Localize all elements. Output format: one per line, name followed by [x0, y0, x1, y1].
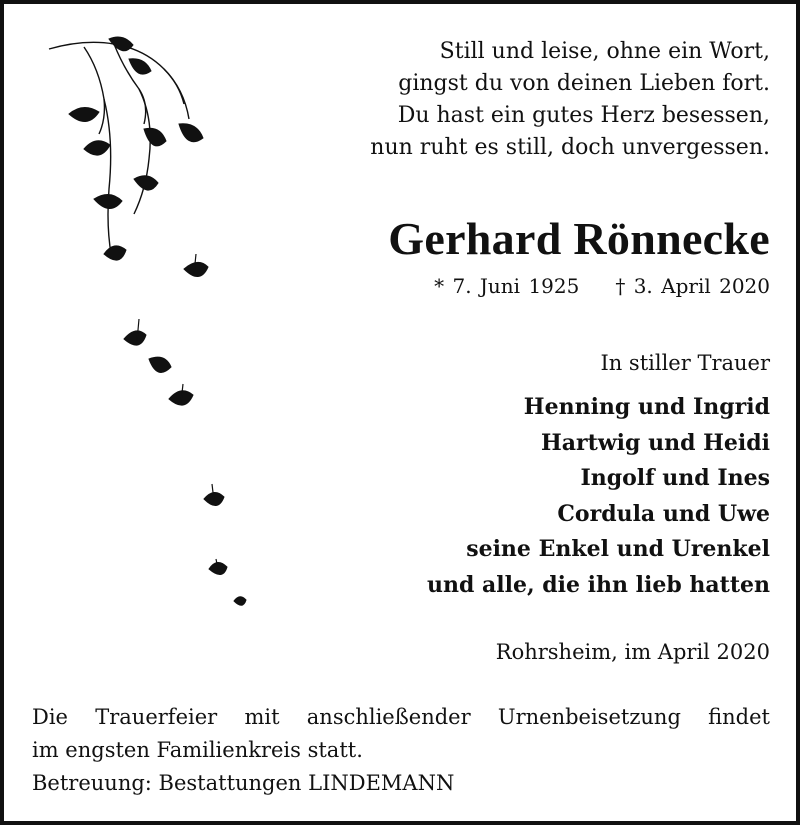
family-member: Henning und Ingrid — [523, 394, 770, 420]
poem-line: gingst du von deinen Lieben fort. — [398, 71, 770, 96]
funeral-info-line: Die Trauerfeier mit anschließender Urnenbeisetzung findet — [32, 705, 770, 729]
life-dates — [434, 272, 770, 300]
poem-line: Still und leise, ohne ein Wort, — [439, 39, 770, 64]
mourning-intro: In stiller Trauer — [600, 351, 770, 375]
family-member: Hartwig und Heidi — [540, 429, 770, 456]
place-date: Rohrsheim, im April 2020 — [495, 640, 770, 664]
family-list — [427, 390, 770, 603]
funeral-info-line: im engsten Familienkreis statt. — [32, 738, 363, 762]
poem — [370, 36, 770, 164]
falling-birch-leaves-icon — [44, 29, 274, 629]
funeral-info — [32, 701, 770, 800]
family-member: und alle, die ihn lieb hatten — [426, 571, 770, 598]
family-member: seine Enkel und Urenkel — [466, 536, 770, 562]
death-date: † 3. April 2020 — [615, 274, 770, 298]
family-member: Cordula und Uwe — [557, 500, 770, 527]
birth-date: * 7. Juni 1925 — [434, 274, 580, 298]
funeral-director: Betreuung: Bestattungen LINDEMANN — [32, 771, 455, 795]
deceased-name: Gerhard Rönnecke — [388, 213, 770, 264]
family-member: Ingolf und Ines — [580, 465, 770, 491]
poem-line: nun ruht es still, doch unvergessen. — [370, 135, 770, 160]
poem-line: Du hast ein gutes Herz besessen, — [397, 103, 770, 128]
